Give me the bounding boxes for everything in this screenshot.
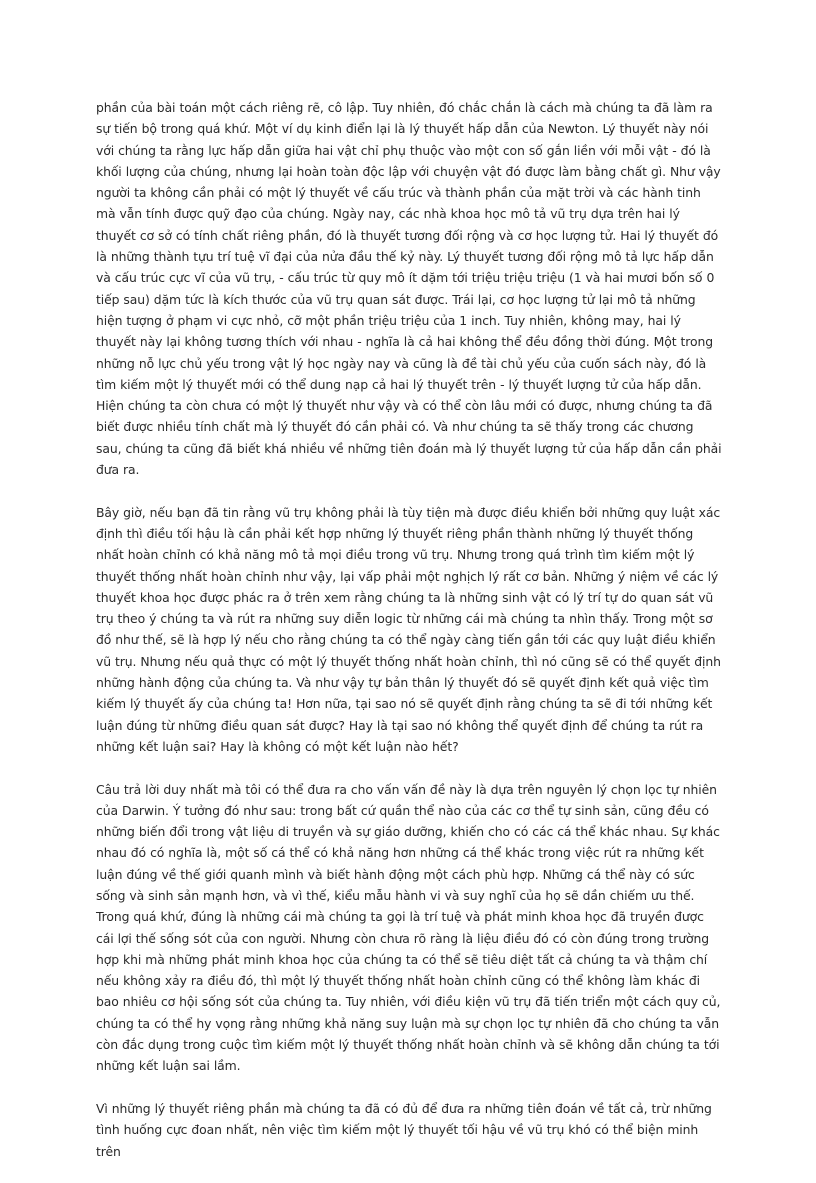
- document-page: [96, 97, 722, 1183]
- paragraph-3: Câu trả lời duy nhất mà tôi có thể đưa ra cho vấn vấn đề này là dựa trên nguyên lý chọn lọc tự nhiên của Darwin. Ý tưởng đó như sau: trong bất cứ quần thể nào của các cơ thể tự sinh sản, cũng đều có những biến đổi trong vật liệu di truyền và sự giáo dưỡng, khiến cho có các cá thể khác nhau. Sự khác nhau đó có nghĩa là, một số cá thể có khả năng hơn những cá thể khác trong việc rút ra những kết luận đúng về thế giới quanh mình và biết hành động một cách phù hợp. Những cá thể này có sức sống và sinh sản mạnh hơn, và vì thế, kiểu mẫu hành vi và suy nghĩ của họ sẽ dần chiếm ưu thế. Trong quá khứ, đúng là những cái mà chúng ta gọi là trí tuệ và phát minh khoa học đã truyền được cái lợi thế sống sót của con người. Nhưng còn chưa rõ ràng là liệu điều đó có còn đúng trong trường hợp khi mà những phát minh khoa học của chúng ta có thể sẽ tiêu diệt tất cả chúng ta và thậm chí nếu không xảy ra điều đó, thì một lý thuyết thống nhất hoàn chỉnh cũng có thể không làm khác đi bao nhiêu cơ hội sống sót của chúng ta. Tuy nhiên, với điều kiện vũ trụ đã tiến triển một cách quy củ, chúng ta có thể hy vọng rằng những khả năng suy luận mà sự chọn lọc tự nhiên đã cho chúng ta vẫn còn đắc dụng trong cuộc tìm kiếm một lý thuyết thống nhất hoàn chỉnh và sẽ không dẫn chúng ta tới những kết luận sai lầm.: [96, 781, 721, 1074]
- paragraph-4: Vì những lý thuyết riêng phần mà chúng ta đã có đủ để đưa ra những tiên đoán về tất cả, trừ những tình huống cực đoan nhất, nên việc tìm kiếm một lý thuyết tối hậu về vũ trụ khó có thể biện minh trên: [96, 1100, 712, 1159]
- paragraph-1: phần của bài toán một cách riêng rẽ, cô lập. Tuy nhiên, đó chắc chắn là cách mà chúng ta đã làm ra sự tiến bộ trong quá khứ. Một ví dụ kinh điển lại là lý thuyết hấp dẫn của Newton. Lý thuyết này nói với chúng ta rằng lực hấp dẫn giữa hai vật chỉ phụ thuộc vào một con số gắn liền với mỗi vật - đó là khối lượng của chúng, nhưng lại hoàn toàn độc lập với chuyện vật đó được làm bằng chất gì. Như vậy người ta không cần phải có một lý thuyết về cấu trúc và thành phần của mặt trời và các hành tinh mà vẫn tính được quỹ đạo của chúng. Ngày nay, các nhà khoa học mô tả vũ trụ dựa trên hai lý thuyết cơ sở có tính chất riêng phần, đó là thuyết tương đối rộng và cơ học lượng tử. Hai lý thuyết đó là những thành tựu trí tuệ vĩ đại của nửa đầu thế kỷ này. Lý thuyết tương đối rộng mô tả lực hấp dẫn và cấu trúc cực vĩ của vũ trụ, - cấu trúc từ quy mô ít dặm tới triệu triệu triệu (1 và hai mươi bốn số 0 tiếp sau) dặm tức là kích thước của vũ trụ quan sát được. Trái lại, cơ học lượng tử lại mô tả những hiện tượng ở phạm vi cực nhỏ, cỡ một phần triệu triệu của 1 inch. Tuy nhiên, không may, hai lý thuyết này lại không tương thích với nhau - nghĩa là cả hai không thể đều đồng thời đúng. Một trong những nỗ lực chủ yếu trong vật lý học ngày nay và cũng là đề tài chủ yếu của cuốn sách này, đó là tìm kiếm một lý thuyết mới có thể dung nạp cả hai lý thuyết trên - lý thuyết lượng tử của hấp dẫn. Hiện chúng ta còn chưa có một lý thuyết như vậy và có thể còn lâu mới có được, nhưng chúng ta đã biết được nhiều tính chất mà lý thuyết đó cần phải có. Và như chúng ta sẽ thấy trong các chương sau, chúng ta cũng đã biết khá nhiều về những tiên đoán mà lý thuyết lượng tử của hấp dẫn cần phải đưa ra.: [96, 100, 722, 478]
- paragraph-2: Bây giờ, nếu bạn đã tin rằng vũ trụ không phải là tùy tiện mà được điều khiển bởi những quy luật xác định thì điều tối hậu là cần phải kết hợp những lý thuyết riêng phần thành những lý thuyết thống nhất hoàn chỉnh có khả năng mô tả mọi điều trong vũ trụ. Nhưng trong quá trình tìm kiếm một lý thuyết thống nhất hoàn chỉnh như vậy, lại vấp phải một nghịch lý rất cơ bản. Những ý niệm về các lý thuyết khoa học được phác ra ở trên xem rằng chúng ta là những sinh vật có lý trí tự do quan sát vũ trụ theo ý chúng ta và rút ra những suy diễn logic từ những cái mà chúng ta nhìn thấy. Trong một sơ đồ như thế, sẽ là hợp lý nếu cho rằng chúng ta có thể ngày càng tiến gần tới các quy luật điều khiển vũ trụ. Nhưng nếu quả thực có một lý thuyết thống nhất hoàn chỉnh, thì nó cũng sẽ có thể quyết định những hành động của chúng ta. Và như vậy tự bản thân lý thuyết đó sẽ quyết định kết quả việc tìm kiếm lý thuyết ấy của chúng ta! Hơn nữa, tại sao nó sẽ quyết định rằng chúng ta sẽ đi tới những kết luận đúng từ những điều quan sát được? Hay là tại sao nó không thể quyết định để chúng ta rút ra những kết luận sai? Hay là không có một kết luận nào hết?: [96, 504, 721, 754]
